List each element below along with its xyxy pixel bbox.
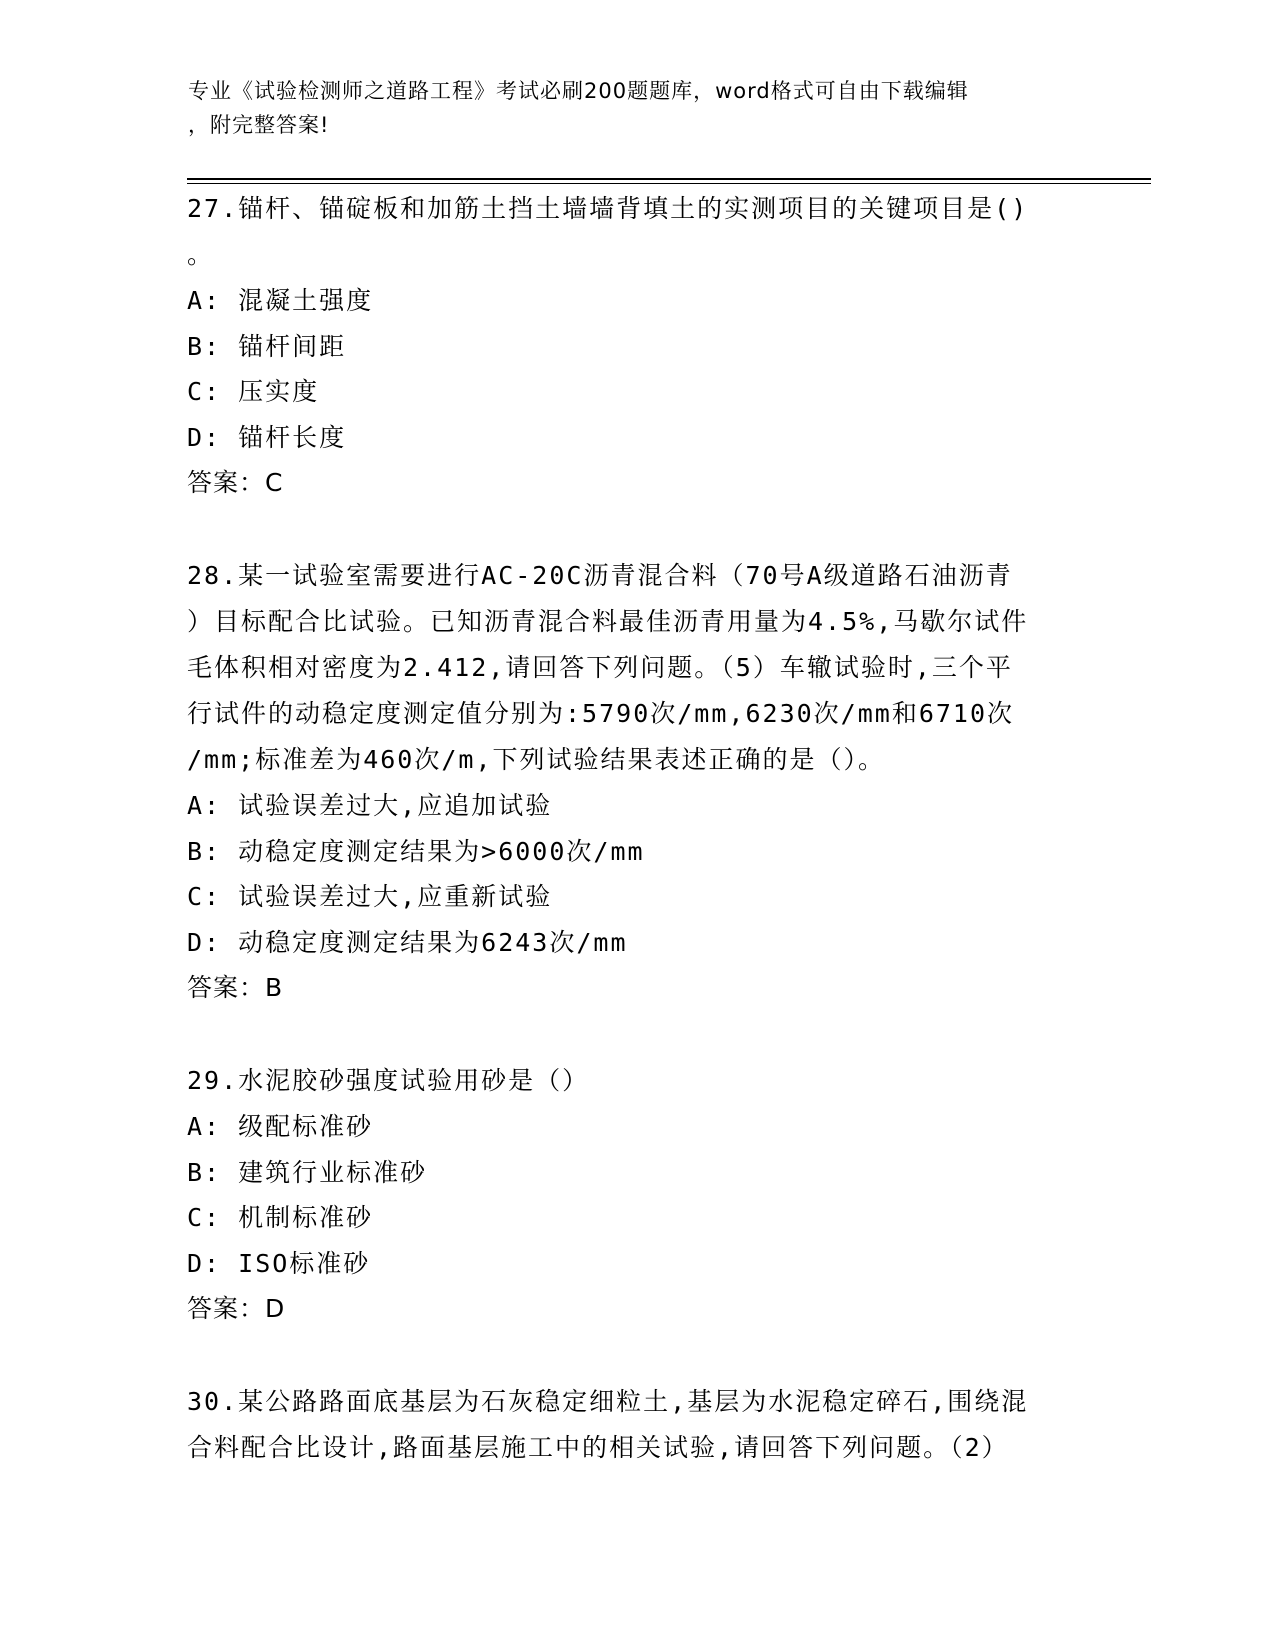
option-b: B: 锚杆间距 bbox=[187, 331, 347, 361]
question-stem-line: 27.锚杆、锚碇板和加筋土挡土墙墙背填土的实测项目的关键项目是() bbox=[187, 194, 1029, 223]
question-stem-line: 28.某一试验室需要进行AC-20C沥青混合料（70号A级道路石油沥青 bbox=[187, 561, 1013, 590]
option-a: A: 试验误差过大,应追加试验 bbox=[187, 791, 553, 820]
question-stem-line: /mm;标准差为460次/m,下列试验结果表述正确的是（）。 bbox=[187, 745, 886, 774]
header-divider-thin bbox=[187, 183, 1151, 184]
answer: 答案：C bbox=[187, 468, 284, 497]
document-header bbox=[188, 74, 1088, 142]
header-title-continued: ，附完整答案! bbox=[188, 113, 330, 137]
question-stem-line: 30.某公路路面底基层为石灰稳定细粒土,基层为水泥稳定碎石,围绕混 bbox=[187, 1387, 1029, 1416]
question-stem-line: 行试件的动稳定度测定值分别为:5790次/mm,6230次/mm和6710次 bbox=[187, 699, 1015, 728]
question-list bbox=[187, 186, 1087, 1471]
answer: 答案：B bbox=[187, 973, 284, 1002]
option-b: B: 建筑行业标准砂 bbox=[187, 1157, 428, 1187]
option-c: C: 机制标准砂 bbox=[187, 1203, 374, 1232]
option-d: D: 动稳定度测定结果为6243次/mm bbox=[187, 927, 628, 957]
question-29 bbox=[187, 1058, 1087, 1331]
question-30 bbox=[187, 1379, 1087, 1471]
option-d: D: 锚杆长度 bbox=[187, 422, 347, 452]
header-divider-thick bbox=[187, 178, 1151, 180]
question-stem-line: 29.水泥胶砂强度试验用砂是（） bbox=[187, 1066, 590, 1095]
option-d: D: ISO标准砂 bbox=[187, 1248, 371, 1278]
question-27 bbox=[187, 186, 1087, 505]
option-a: A: 级配标准砂 bbox=[187, 1112, 374, 1141]
spacer bbox=[187, 1331, 1087, 1379]
spacer bbox=[187, 505, 1087, 553]
option-c: C: 试验误差过大,应重新试验 bbox=[187, 882, 553, 911]
question-stem-line: 。 bbox=[187, 240, 215, 269]
answer: 答案：D bbox=[187, 1294, 286, 1323]
question-stem-line: 合料配合比设计,路面基层施工中的相关试验,请回答下列问题。（2） bbox=[187, 1433, 1009, 1462]
question-stem-line: ）目标配合比试验。已知沥青混合料最佳沥青用量为4.5%,马歇尔试件 bbox=[187, 607, 1029, 636]
option-b: B: 动稳定度测定结果为>6000次/mm bbox=[187, 836, 645, 866]
spacer bbox=[187, 1010, 1087, 1058]
question-stem-line: 毛体积相对密度为2.412,请回答下列问题。（5）车辙试验时,三个平 bbox=[187, 653, 1013, 682]
option-c: C: 压实度 bbox=[187, 377, 320, 406]
question-28 bbox=[187, 553, 1087, 1010]
option-a: A: 混凝土强度 bbox=[187, 286, 374, 315]
header-title: 专业《试验检测师之道路工程》考试必刷200题题库，word格式可自由下载编辑 bbox=[188, 79, 969, 103]
